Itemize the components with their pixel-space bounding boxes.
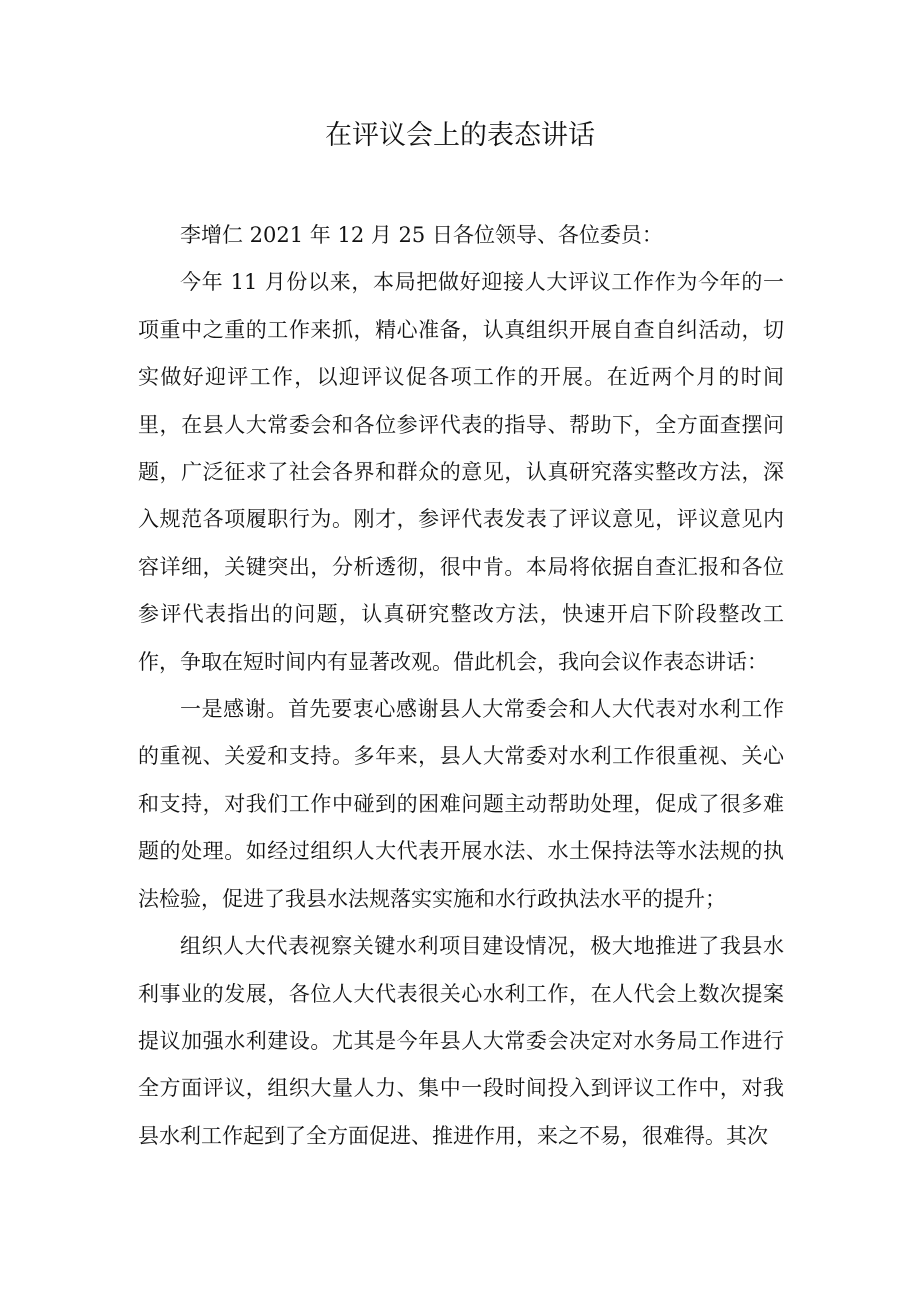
paragraph-thanks: 一是感谢。首先要衷心感谢县人大常委会和人大代表对水利工作的重视、关爱和支持。多年来，县人大常委对水利工作很重视、关心和支持，对我们工作中碰到的困难问题主动帮助处理，促成了很多难题的处理。如经过组织人大代表开展水法、水土保持法等水法规的执法检验，促进了我县水法规落实实施和水行政执法水平的提升； <box>138 697 784 911</box>
document-title: 在评议会上的表态讲话 <box>325 120 595 151</box>
paragraph-intro: 今年 11 月份以来，本局把做好迎接人大评议工作作为今年的一项重中之重的工作来抓，精心准备，认真组织开展自查自纠活动，切实做好迎评工作，以迎评议促各项工作的开展。在近两个月的时间里，在县人大常委会和各位参评代表的指导、帮助下，全方面查摆问题，广泛征求了社会各界和群众的意见，认真研究落实整改方法，深入规范各项履职行为。刚才，参评代表发表了评议意见，评议意见内容详细，关键突出，分析透彻，很中肯。本局将依据自查汇报和各位参评代表指出的问题，认真研究整改方法，快速开启下阶段整改工作，争取在短时间内有显著改观。借此机会，我向会议作表态讲话： <box>138 270 784 674</box>
paragraph-inspection: 组织人大代表视察关键水利项目建设情况，极大地推进了我县水利事业的发展，各位人大代表很关心水利工作，在人代会上数次提案提议加强水利建设。尤其是今年县人大常委会决定对水务局工作进行全方面评议，组织大量人力、集中一段时间投入到评议工作中，对我县水利工作起到了全方面促进、推进作用，来之不易，很难得。其次 <box>138 934 784 1148</box>
document-body <box>138 212 784 1160</box>
paragraph-author-greeting: 李增仁 2021 年 12 月 25 日各位领导、各位委员： <box>180 223 663 247</box>
